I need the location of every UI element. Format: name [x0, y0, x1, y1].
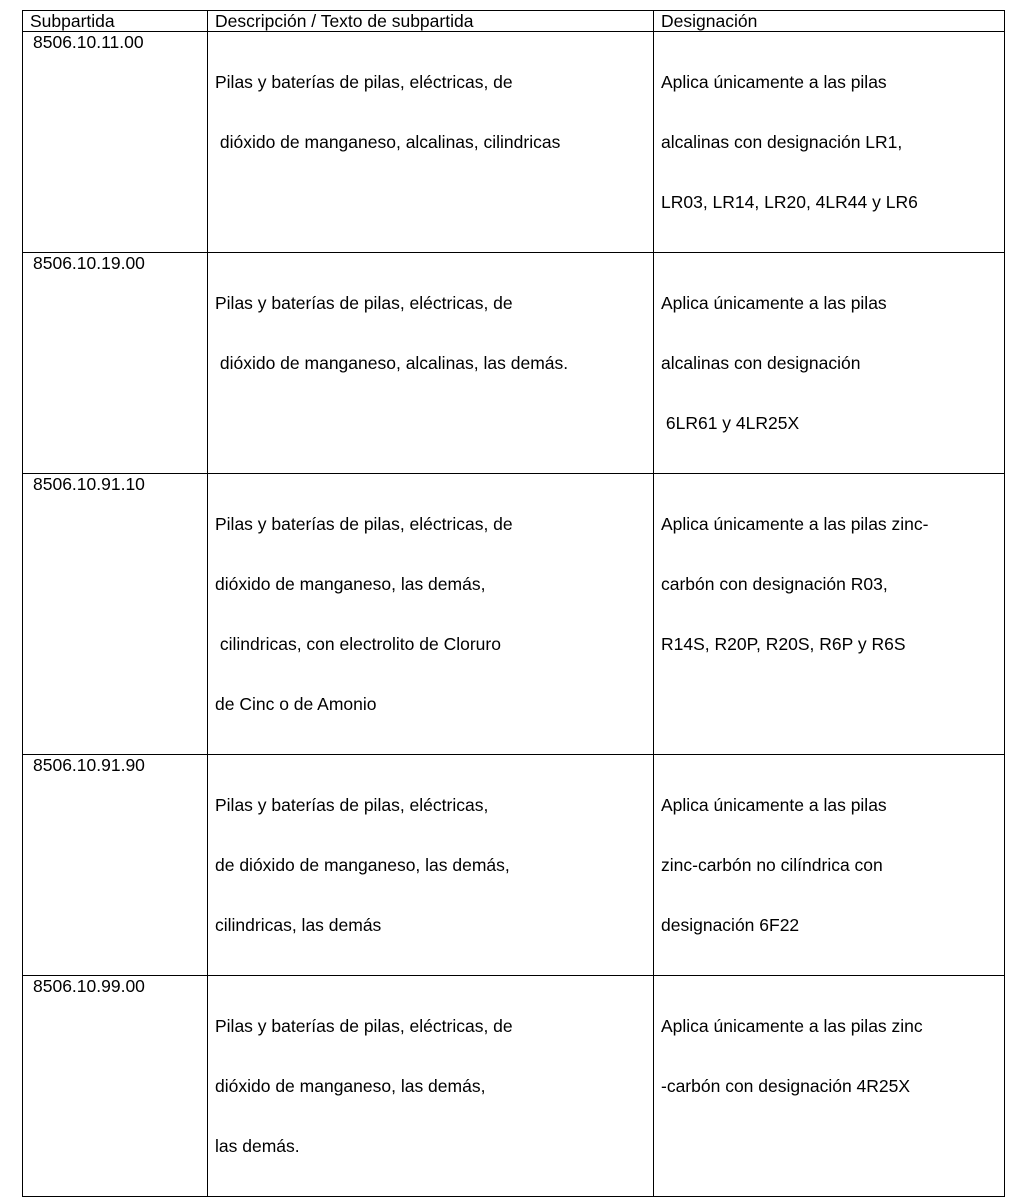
designation-cell	[654, 32, 1005, 253]
designation-line: 6LR61 y 4LR25X	[661, 413, 800, 433]
description-line: dióxido de manganeso, alcalinas, las demás.	[215, 353, 569, 373]
description-line: de dióxido de manganeso, las demás,	[215, 855, 510, 875]
description-cell	[208, 474, 654, 755]
designation-cell	[654, 755, 1005, 976]
tariff-table	[22, 10, 1005, 1197]
description-line: Pilas y baterías de pilas, eléctricas, de	[215, 1016, 513, 1036]
header-designacion: Designación	[654, 11, 1005, 32]
description-line: Pilas y baterías de pilas, eléctricas, de	[215, 293, 513, 313]
description-line: Pilas y baterías de pilas, eléctricas,	[215, 795, 489, 815]
table-row	[23, 474, 1005, 755]
table-row	[23, 976, 1005, 1197]
subpartida-code: 8506.10.91.10	[23, 474, 208, 755]
designation-line: LR03, LR14, LR20, 4LR44 y LR6	[661, 192, 918, 212]
designation-line: R14S, R20P, R20S, R6P y R6S	[661, 634, 906, 654]
table-row	[23, 253, 1005, 474]
designation-line: Aplica únicamente a las pilas	[661, 72, 887, 92]
description-line: dióxido de manganeso, las demás,	[215, 1076, 486, 1096]
designation-line: Aplica únicamente a las pilas	[661, 795, 887, 815]
designation-cell	[654, 474, 1005, 755]
subpartida-code: 8506.10.11.00	[23, 32, 208, 253]
description-line: dióxido de manganeso, las demás,	[215, 574, 486, 594]
description-line: las demás.	[215, 1136, 300, 1156]
description-line: dióxido de manganeso, alcalinas, cilindricas	[215, 132, 561, 152]
description-cell	[208, 253, 654, 474]
designation-line: Aplica únicamente a las pilas zinc	[661, 1016, 923, 1036]
description-line: cilindricas, con electrolito de Cloruro	[215, 634, 501, 654]
designation-line: alcalinas con designación	[661, 353, 861, 373]
subpartida-code: 8506.10.19.00	[23, 253, 208, 474]
header-descripcion: Descripción / Texto de subpartida	[208, 11, 654, 32]
description-line: Pilas y baterías de pilas, eléctricas, de	[215, 514, 513, 534]
designation-line: zinc-carbón no cilíndrica con	[661, 855, 883, 875]
subpartida-code: 8506.10.91.90	[23, 755, 208, 976]
designation-line: carbón con designación R03,	[661, 574, 888, 594]
designation-line: Aplica únicamente a las pilas	[661, 293, 887, 313]
description-cell	[208, 976, 654, 1197]
designation-line: alcalinas con designación LR1,	[661, 132, 903, 152]
description-line: de Cinc o de Amonio	[215, 694, 377, 714]
description-line: cilindricas, las demás	[215, 915, 382, 935]
description-cell	[208, 32, 654, 253]
subpartida-code: 8506.10.99.00	[23, 976, 208, 1197]
description-cell	[208, 755, 654, 976]
header-subpartida: Subpartida	[23, 11, 208, 32]
designation-line: -carbón con designación 4R25X	[661, 1076, 911, 1096]
designation-cell	[654, 253, 1005, 474]
table-row	[23, 755, 1005, 976]
description-line: Pilas y baterías de pilas, eléctricas, de	[215, 72, 513, 92]
designation-cell	[654, 976, 1005, 1197]
designation-line: Aplica únicamente a las pilas zinc-	[661, 514, 929, 534]
designation-line: designación 6F22	[661, 915, 800, 935]
table-row	[23, 32, 1005, 253]
header-row	[23, 11, 1005, 32]
